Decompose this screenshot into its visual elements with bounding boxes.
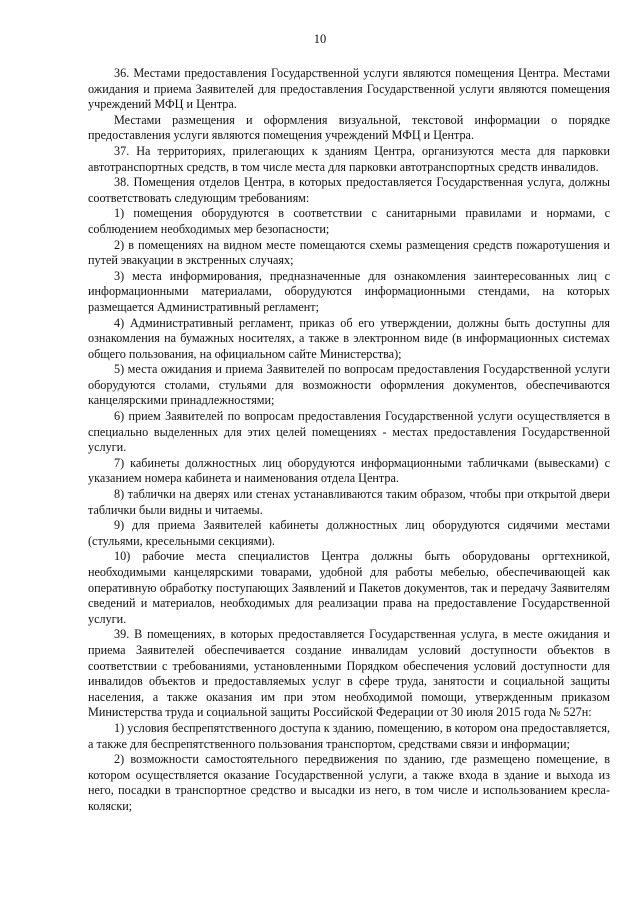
document-body bbox=[88, 66, 610, 815]
paragraph-38-item-9: 9) для приема Заявителей кабинеты должностных лиц оборудуются сидячими местами (стульями, кресельными секциями). bbox=[88, 518, 610, 548]
paragraph-38-item-3: 3) места информирования, предназначенные для ознакомления заинтересованных лиц с информационными материалами, оборудуются информационными стендами, на которых размещается Административный регламент; bbox=[88, 268, 610, 314]
paragraph-37: 37. На территориях, прилегающих к зданиям Центра, организуются места для парковки автотранспортных средств, в том числе места для парковки автотранспортных средств инвалидов. bbox=[88, 143, 610, 174]
paragraph-39: 39. В помещениях, в которых предоставляется Государственная услуга, в месте ожидания и приема Заявителей обеспечивается создание инвалидам условий доступности объектов в соответствии с требованиями, установленными Порядком обеспечения условий доступности для инвалидов объектов и предоставляемых услуг в сфере труда, занятости и социальной защиты населения, а также оказания им при этом необходимой помощи, утвержденным приказом Министерства труда и социальной защиты Российской Федерации от 30 июля 2015 года № 527н: bbox=[88, 627, 610, 720]
paragraph-38-item-1: 1) помещения оборудуются в соответствии с санитарными правилами и нормами, с соблюдением необходимых мер безопасности; bbox=[88, 206, 610, 236]
paragraph-38-item-7: 7) кабинеты должностных лиц оборудуются информационными табличками (вывесками) с указанием номера кабинета и наименования отдела Центра. bbox=[88, 455, 610, 486]
paragraph-38-item-5: 5) места ожидания и приема Заявителей по вопросам предоставления Государственной услуги оборудуются столами, стульями для возможности оформления документов, обеспечиваются канцелярскими принадлежностями; bbox=[88, 362, 610, 408]
paragraph-36: 36. Местами предоставления Государственной услуги являются помещения Центра. Местами ожидания и приема Заявителей для предоставления Государственной услуги являются помещения учреждений МФЦ и Центра. bbox=[88, 66, 610, 112]
paragraph-39-item-1: 1) условия беспрепятственного доступа к зданию, помещению, в котором она предоставляется, а также для беспрепятственного пользования транспортом, средствами связи и информации; bbox=[88, 720, 610, 751]
paragraph-38-item-4: 4) Административный регламент, приказ об его утверждении, должны быть доступны для ознакомления на бумажных носителях, а также в электронном виде (в информационных системах общего пользования, на официальном сайте Министерства); bbox=[88, 315, 610, 361]
paragraph-36-info-places: Местами размещения и оформления визуальной, текстовой информации о порядке предоставления услуги являются помещения учреждений МФЦ и Центра. bbox=[88, 112, 610, 143]
page-number: 10 bbox=[313, 32, 327, 46]
paragraph-38: 38. Помещения отделов Центра, в которых предоставляется Государственная услуга, должны соответствовать следующим требованиям: bbox=[88, 175, 610, 205]
paragraph-38-item-2: 2) в помещениях на видном месте помещаются схемы размещения средств пожаротушения и путей эвакуации в экстренных случаях; bbox=[88, 237, 610, 268]
paragraph-38-item-10: 10) рабочие места специалистов Центра должны быть оборудованы оргтехникой, необходимыми канцелярскими товарами, удобной для работы мебелью, обеспечивающей как оперативную обработку поступающих Заявлений и Пакетов документов, так и передачу Заявителям сведений и материалов, необходимых для реализации права на предоставление Государственной услуги. bbox=[88, 549, 610, 626]
paragraph-39-item-2: 2) возможности самостоятельного передвижения по зданию, где размещено помещение, в котором осуществляется оказание Государственной услуги, а также входа в здание и выхода из него, посадки в транспортное средство и высадки из него, в том числе и использованием кресла-коляски; bbox=[88, 752, 610, 813]
paragraph-38-item-8: 8) таблички на дверях или стенах устанавливаются таким образом, чтобы при открытой двери таблички были видны и читаемы. bbox=[88, 487, 610, 517]
paragraph-38-item-6: 6) прием Заявителей по вопросам предоставления Государственной услуги осуществляется в специально выделенных для этих целей помещениях - местах предоставления Государственной услуги. bbox=[88, 409, 610, 455]
